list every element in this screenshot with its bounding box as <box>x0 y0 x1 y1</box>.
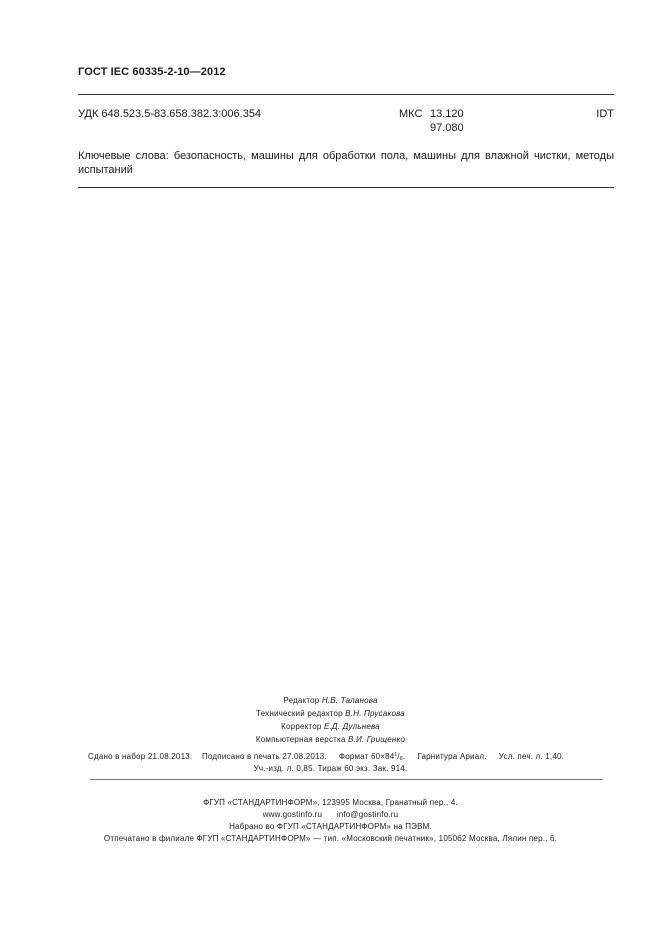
separator-rule <box>90 779 603 780</box>
website-link[interactable]: www.gostinfo.ru <box>262 810 323 819</box>
standard-number: ГОСТ IEC 60335-2-10—2012 <box>78 66 226 78</box>
typeset-info: Набрано во ФГУП «СТАНДАРТИНФОРМ» на ПЭВМ. <box>229 822 432 831</box>
header-rule <box>78 94 614 95</box>
signed-date: Подписано в печать 27.08.2013. <box>202 752 327 761</box>
email-link[interactable]: info@gostinfo.ru <box>336 810 399 819</box>
idt-label: IDT <box>596 108 614 120</box>
mks-code: 13.120 <box>430 108 464 120</box>
print-info-line <box>88 752 564 762</box>
submitted-date: Сдано в набор 21.08.2013. <box>88 752 193 761</box>
tech-editor-line: Технический редактор В.Н. Прусакова <box>256 709 405 718</box>
mks-label: МКС <box>399 108 423 120</box>
format-info: Формат $60\times 84^1/_8$. <box>338 752 406 762</box>
tech-editor-name: В.Н. Прусакова <box>345 709 405 718</box>
editor-line: Редактор Н.В. Таланова <box>283 696 378 705</box>
credits-block <box>0 694 661 746</box>
keywords-text: Ключевые слова: безопасность, машины для обработки пола, машины для влажной чистки, методы испытаний <box>78 150 614 176</box>
keywords-rule <box>78 187 614 188</box>
print-sheets: Усл. печ. л. 1,40. <box>498 752 565 761</box>
editor-name: Н.В. Таланова <box>321 696 378 705</box>
printed-info: Отпечатано в филиале ФГУП «СТАНДАРТИНФОРМ» — тип. «Московский печатник», 105062 Москва, Лялин пер., 6. <box>103 834 558 843</box>
corrector-name: Е.Д. Дульнева <box>323 722 380 731</box>
layout-name: В.И. Грищенко <box>348 735 406 744</box>
typeface-info: Гарнитура Ариал. <box>417 752 487 761</box>
publisher-address: ФГУП «СТАНДАРТИНФОРМ», 123995 Москва, Гранатный пер., 4. <box>203 798 458 807</box>
print-info-line-2: Уч.-изд. л. 0,85. Тираж 60 экз. Зак. 914. <box>253 764 408 773</box>
publisher-block <box>0 797 661 845</box>
udk-code: УДК 648.523.5-83.658.382.3:006.354 <box>78 108 262 120</box>
publisher-contacts <box>0 809 661 821</box>
layout-line: Компьютерная верстка В.И. Грищенко <box>255 735 406 744</box>
corrector-line: Корректор Е.Д. Дульнева <box>281 722 380 731</box>
mks-code: 97.080 <box>430 122 464 134</box>
